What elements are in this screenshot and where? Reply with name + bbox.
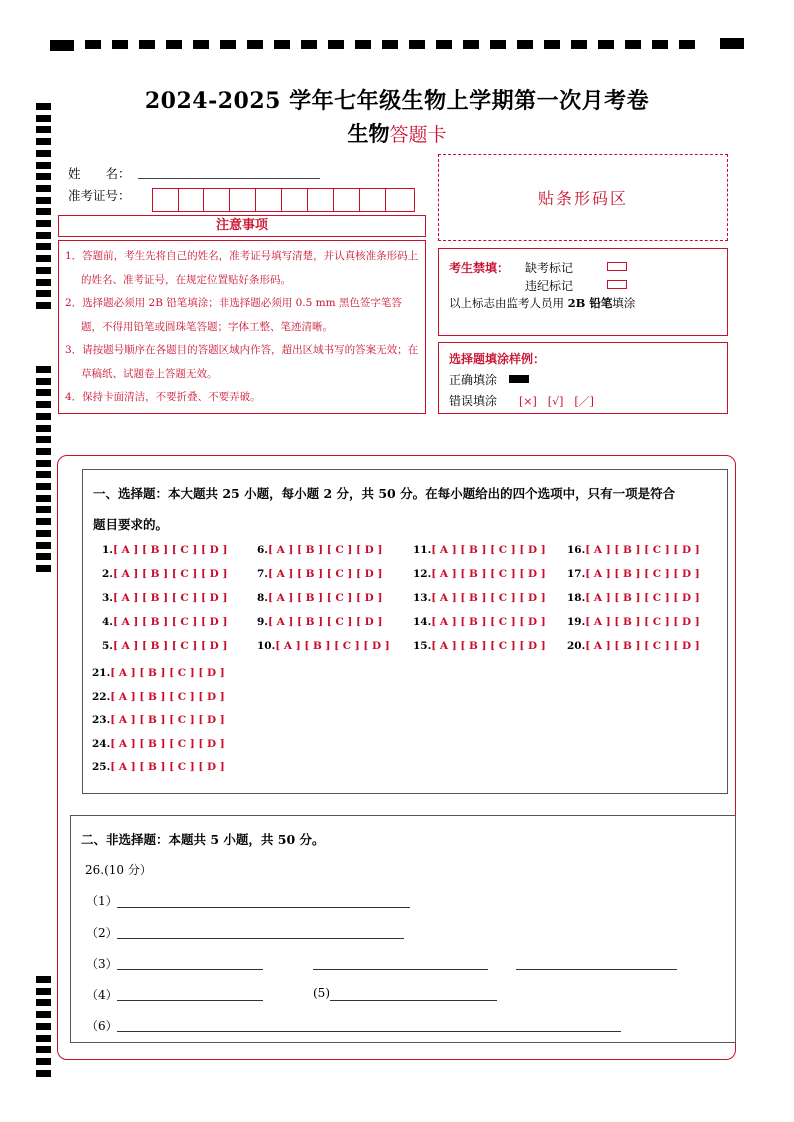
- option-bubbles[interactable]: [ A ] [ B ] [ C ] [ D ]: [431, 544, 546, 556]
- option-bubbles[interactable]: [ A ] [ B ] [ C ] [ D ]: [267, 568, 383, 580]
- answer-line-4[interactable]: [117, 1000, 263, 1001]
- choice-question[interactable]: [102, 640, 227, 652]
- section1-heading-cont: 题目要求的。: [93, 517, 169, 532]
- option-bubbles[interactable]: [ A ] [ B ] [ C ] [ D ]: [431, 592, 546, 604]
- question-number: 11.: [413, 544, 432, 556]
- question-number: 24.: [92, 737, 111, 750]
- question-number: 25.: [92, 761, 111, 773]
- timing-mark: [36, 150, 51, 157]
- choice-question[interactable]: [567, 592, 700, 604]
- timing-mark: [36, 401, 51, 408]
- notice-item: 4．保持卡面清洁，不要折叠、不要弄破。: [65, 391, 261, 403]
- notice-item: 2．选择题必须用 2B 铅笔填涂；非选择题必须用 0.5 mm 黑色签字笔答题，不得用铅笔或圆珠笔答题；字体工整、笔迹清晰。: [65, 297, 402, 333]
- question-number: 15.: [413, 640, 432, 652]
- timing-mark: [36, 976, 51, 983]
- sub-label-6: （6）: [86, 1019, 118, 1033]
- question-number: 1.: [102, 544, 113, 556]
- timing-mark: [36, 1011, 51, 1018]
- prohibited-label: 考生禁填：: [449, 261, 510, 275]
- wrong-fill-label: 错误填涂: [449, 394, 498, 408]
- question-number: 10.: [257, 640, 276, 652]
- choice-question[interactable]: [102, 544, 227, 556]
- violation-mark-box[interactable]: [607, 280, 627, 289]
- choice-question[interactable]: [257, 544, 382, 556]
- option-bubbles[interactable]: [ A ] [ B ] [ C ] [ D ]: [267, 616, 383, 628]
- option-bubbles[interactable]: [ A ] [ B ] [ C ] [ D ]: [585, 592, 700, 604]
- choice-question[interactable]: [567, 544, 700, 556]
- correct-fill-label: 正确填涂: [449, 373, 498, 387]
- timing-mark: [36, 1023, 51, 1030]
- absent-label: 缺考标记: [525, 261, 574, 275]
- question-number: 8.: [257, 592, 268, 604]
- violation-label: 违纪标记: [525, 279, 574, 293]
- answer-line-3b[interactable]: [313, 969, 488, 970]
- option-bubbles[interactable]: [ A ] [ B ] [ C ] [ D ]: [112, 568, 228, 580]
- timing-mark: [36, 378, 51, 385]
- question-number: 21.: [92, 667, 111, 679]
- timing-mark: [36, 988, 51, 995]
- timing-mark: [36, 1058, 51, 1065]
- timing-mark: [36, 1046, 51, 1053]
- choice-question[interactable]: [257, 616, 382, 628]
- choice-question[interactable]: [102, 568, 227, 580]
- timing-mark: [36, 185, 51, 192]
- section-non-choice: [70, 815, 736, 1043]
- choice-question[interactable]: [92, 761, 225, 773]
- choice-question[interactable]: [92, 691, 225, 703]
- question-26-label: 26.(10 分）: [85, 863, 152, 877]
- question-number: 13.: [413, 592, 432, 604]
- choice-question[interactable]: [413, 544, 546, 556]
- answer-line-3a[interactable]: [117, 969, 263, 970]
- section1-heading: 一、选择题：本大题共 25 小题，每小题 2 分，共 50 分。在每小题给出的四个选项中，只有一项是符合: [93, 486, 676, 501]
- choice-question[interactable]: [92, 714, 225, 726]
- timing-mark: [36, 279, 51, 286]
- question-number: 7.: [257, 568, 268, 580]
- sub-label-3: （3）: [86, 957, 118, 971]
- barcode-area: 贴条形码区: [438, 154, 728, 241]
- page-title: 2024-2025 学年七年级生物上学期第一次月考卷: [144, 88, 650, 114]
- timing-mark: [36, 389, 51, 396]
- option-bubbles[interactable]: [ A ] [ B ] [ C ] [ D ]: [112, 640, 228, 652]
- sample-heading: 选择题填涂样例：: [449, 352, 546, 366]
- choice-question[interactable]: [92, 738, 225, 750]
- question-number: 14.: [413, 616, 432, 628]
- option-bubbles[interactable]: [ A ] [ B ] [ C ] [ D ]: [110, 761, 225, 773]
- sub-label-4: （4）: [86, 988, 118, 1002]
- question-number: 22.: [92, 690, 111, 703]
- timing-mark: [36, 460, 51, 467]
- fill-sample-box: [438, 342, 728, 414]
- timing-mark: [36, 197, 51, 204]
- sub-label-1: （1）: [86, 894, 118, 908]
- option-bubbles[interactable]: [ A ] [ B ] [ C ] [ D ]: [275, 640, 390, 652]
- prohibited-box: [438, 248, 728, 336]
- question-number: 3.: [102, 592, 113, 604]
- notice-box: [58, 240, 426, 414]
- name-label: 姓 名：: [68, 166, 131, 181]
- timing-mark: [36, 530, 51, 537]
- choice-question[interactable]: [413, 616, 546, 628]
- option-bubbles[interactable]: [ A ] [ B ] [ C ] [ D ]: [110, 690, 225, 703]
- name-field[interactable]: [138, 178, 320, 179]
- answer-line-3c[interactable]: [516, 969, 677, 970]
- option-bubbles[interactable]: [ A ] [ B ] [ C ] [ D ]: [112, 544, 228, 556]
- page-subtitle: [0, 118, 794, 148]
- choice-question[interactable]: [567, 640, 700, 652]
- timing-mark: [36, 302, 51, 309]
- prohibited-note: 以上标志由监考人员用 2B 铅笔填涂: [449, 296, 636, 310]
- option-bubbles[interactable]: [ A ] [ B ] [ C ] [ D ]: [112, 616, 228, 628]
- option-bubbles[interactable]: [ A ] [ B ] [ C ] [ D ]: [110, 667, 225, 679]
- choice-question[interactable]: [567, 568, 700, 580]
- option-bubbles[interactable]: [ A ] [ B ] [ C ] [ D ]: [585, 616, 700, 628]
- choice-question[interactable]: [567, 616, 700, 628]
- timing-mark: [36, 220, 51, 227]
- choice-question[interactable]: [257, 592, 382, 604]
- option-bubbles[interactable]: [ A ] [ B ] [ C ] [ D ]: [431, 616, 546, 628]
- option-bubbles[interactable]: [ A ] [ B ] [ C ] [ D ]: [267, 592, 383, 604]
- timing-mark: [36, 483, 51, 490]
- question-number: 23.: [92, 714, 111, 726]
- timing-mark: [36, 173, 51, 180]
- choice-question[interactable]: [102, 616, 227, 628]
- timing-mark: [36, 1035, 51, 1042]
- question-number: 9.: [257, 616, 268, 628]
- timing-mark: [36, 243, 51, 250]
- option-bubbles[interactable]: [ A ] [ B ] [ C ] [ D ]: [112, 592, 228, 604]
- question-number: 17.: [567, 568, 586, 580]
- timing-mark: [36, 506, 51, 513]
- section2-heading: 二、非选择题：本题共 5 小题，共 50 分。: [81, 832, 325, 847]
- choice-question[interactable]: [257, 568, 382, 580]
- choice-question[interactable]: [102, 592, 227, 604]
- id-label: 准考证号：: [68, 188, 131, 203]
- question-number: 5.: [102, 640, 113, 652]
- answer-line-5[interactable]: [330, 1000, 497, 1001]
- answer-line-6[interactable]: [117, 1031, 621, 1032]
- option-bubbles[interactable]: [ A ] [ B ] [ C ] [ D ]: [585, 568, 700, 580]
- answer-line-2[interactable]: [117, 938, 404, 939]
- choice-question[interactable]: [257, 640, 390, 652]
- timing-mark: [36, 255, 51, 262]
- choice-question[interactable]: [413, 640, 546, 652]
- absent-mark-box[interactable]: [607, 262, 627, 271]
- timing-mark: [36, 542, 51, 549]
- question-number: 2.: [102, 568, 113, 580]
- correct-fill-mark: [509, 375, 529, 383]
- choice-question[interactable]: [413, 568, 546, 580]
- option-bubbles[interactable]: [ A ] [ B ] [ C ] [ D ]: [585, 544, 700, 556]
- notice-item: 1．答题前，考生先将自己的姓名，准考证号填写清楚，并认真核准条形码上的姓名、准考证号，在规定位置贴好条形码。: [65, 250, 419, 286]
- question-number: 18.: [567, 592, 586, 604]
- timing-mark: [36, 471, 51, 478]
- timing-mark: [36, 366, 51, 373]
- timing-mark: [36, 1070, 51, 1077]
- choice-question[interactable]: [92, 667, 225, 679]
- option-bubbles[interactable]: [ A ] [ B ] [ C ] [ D ]: [585, 640, 700, 652]
- timing-mark: [36, 518, 51, 525]
- notice-heading: 注意事项: [58, 215, 426, 237]
- subject-label: 生物: [347, 121, 390, 146]
- option-bubbles[interactable]: [ A ] [ B ] [ C ] [ D ]: [267, 544, 383, 556]
- timing-mark: [36, 999, 51, 1006]
- timing-mark: [36, 232, 51, 239]
- choice-question[interactable]: [413, 592, 546, 604]
- question-number: 12.: [413, 568, 432, 580]
- timing-mark: [36, 448, 51, 455]
- notice-item: 3．请按题号顺序在各题目的答题区域内作答，超出区域书写的答案无效；在草稿纸、试题卷上答题无效。: [65, 344, 419, 380]
- question-number: 4.: [102, 616, 113, 628]
- option-bubbles[interactable]: [ A ] [ B ] [ C ] [ D ]: [110, 737, 225, 750]
- sub-label-5: (5): [313, 986, 330, 1000]
- answer-card-label: 答题卡: [389, 124, 447, 146]
- option-bubbles[interactable]: [ A ] [ B ] [ C ] [ D ]: [431, 640, 546, 652]
- question-number: 16.: [567, 544, 586, 556]
- timing-mark: [36, 162, 51, 169]
- timing-mark: [36, 208, 51, 215]
- timing-mark: [36, 553, 51, 560]
- timing-mark: [36, 267, 51, 274]
- question-number: 19.: [567, 616, 586, 628]
- timing-mark: [36, 425, 51, 432]
- timing-mark: [36, 413, 51, 420]
- timing-mark: [36, 290, 51, 297]
- answer-line-1[interactable]: [117, 907, 410, 908]
- sub-label-2: （2）: [86, 926, 118, 940]
- question-number: 20.: [567, 640, 586, 652]
- wrong-fill-marks: [×] [√] [／]: [519, 395, 594, 408]
- option-bubbles[interactable]: [ A ] [ B ] [ C ] [ D ]: [110, 714, 225, 726]
- question-number: 6.: [257, 544, 268, 556]
- timing-mark: [36, 436, 51, 443]
- timing-mark: [36, 495, 51, 502]
- timing-mark: [36, 565, 51, 572]
- option-bubbles[interactable]: [ A ] [ B ] [ C ] [ D ]: [431, 568, 546, 580]
